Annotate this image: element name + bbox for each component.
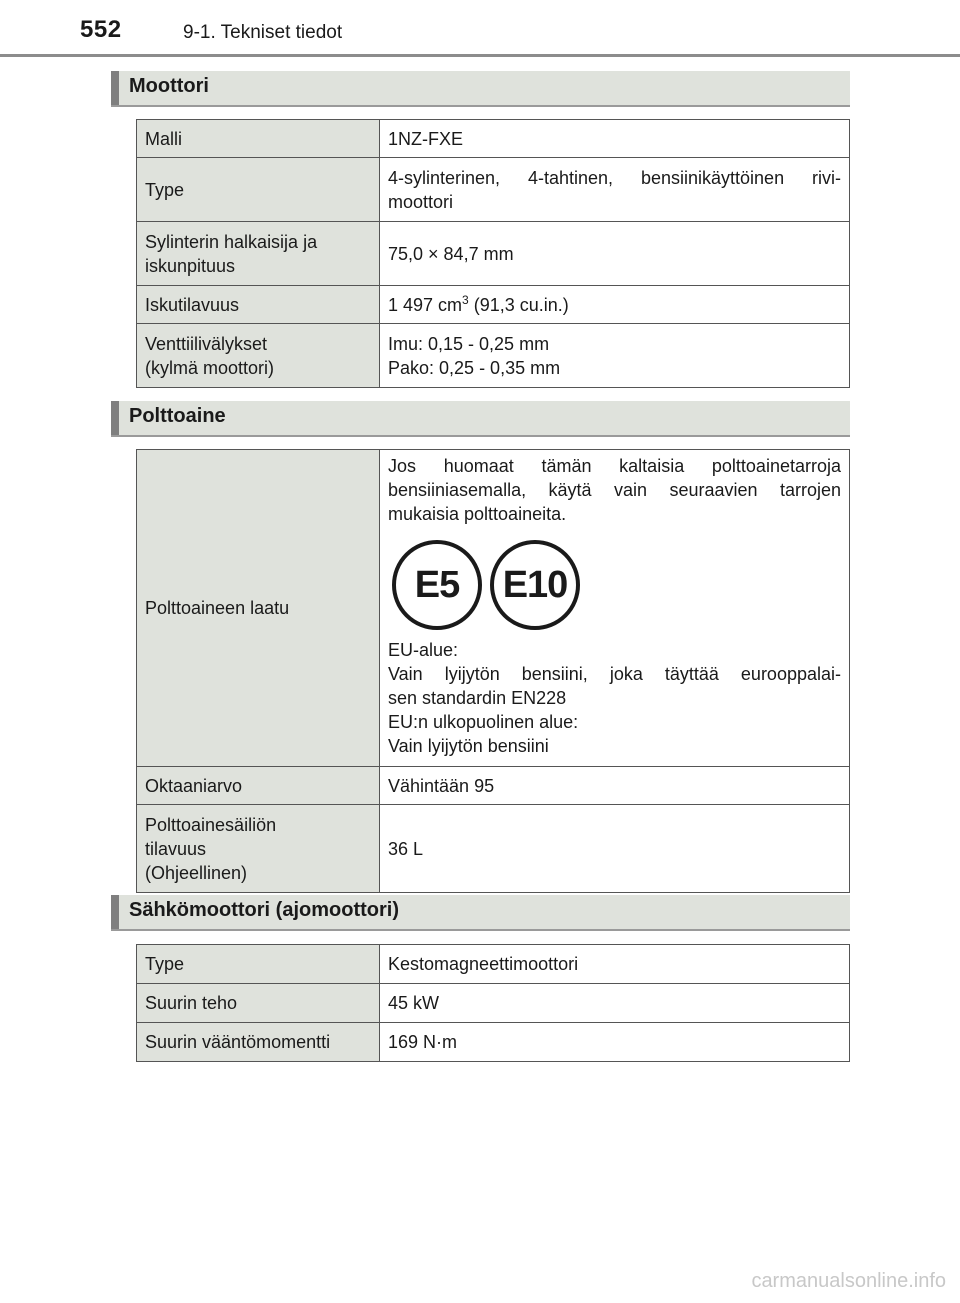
spec-value-line: 4-sylinterinen, 4-tahtinen, bensiinikäyttöinen rivi- bbox=[388, 167, 841, 188]
spec-value-line: Imu: 0,15 - 0,25 mm bbox=[388, 333, 550, 354]
spec-key-line: (Ohjeellinen) bbox=[145, 862, 248, 883]
spec-value bbox=[380, 158, 850, 222]
table-row bbox=[137, 286, 850, 324]
spec-value: 45 kW bbox=[380, 984, 850, 1023]
superscript: 3 bbox=[462, 292, 469, 307]
spec-value: 36 L bbox=[380, 805, 850, 893]
page-number: 552 bbox=[80, 16, 122, 43]
spec-value bbox=[380, 324, 850, 388]
spec-key-line: (kylmä moottori) bbox=[145, 357, 275, 378]
spec-key: Suurin teho bbox=[137, 984, 380, 1023]
spec-value: Vähintään 95 bbox=[380, 767, 850, 805]
spec-key bbox=[137, 324, 380, 388]
section-heading-fuel bbox=[111, 401, 850, 437]
eu-area-text-line: Vain lyijytön bensiini, joka täyttää eurooppalai- bbox=[388, 664, 841, 684]
spec-key-line: tilavuus bbox=[145, 838, 207, 859]
spec-key: Polttoaineen laatu bbox=[137, 450, 380, 767]
section-heading-engine bbox=[111, 71, 850, 107]
spec-key bbox=[137, 805, 380, 893]
table-row bbox=[137, 450, 850, 767]
table-row bbox=[137, 1023, 850, 1062]
section-title: Polttoaine bbox=[129, 405, 226, 427]
table-row bbox=[137, 984, 850, 1023]
eu-area-label: EU-alue: bbox=[388, 640, 459, 660]
spec-value: Kestomagneettimoottori bbox=[380, 945, 850, 984]
spec-key-line: Venttiilivälykset bbox=[145, 333, 268, 354]
fuel-spec-table bbox=[136, 449, 850, 893]
spec-value bbox=[380, 450, 850, 767]
fuel-badge-e10-icon: E10 bbox=[490, 540, 580, 630]
spec-key: Oktaaniarvo bbox=[137, 767, 380, 805]
spec-key-line: Sylinterin halkaisija ja bbox=[145, 231, 318, 252]
table-row bbox=[137, 120, 850, 158]
spec-value: 169 N·m bbox=[380, 1023, 850, 1062]
table-row bbox=[137, 945, 850, 984]
displacement-imperial: (91,3 cu.in.) bbox=[468, 294, 569, 315]
spec-key: Type bbox=[137, 158, 380, 222]
spec-value: 75,0 × 84,7 mm bbox=[380, 222, 850, 286]
table-row bbox=[137, 767, 850, 805]
eu-area-text-line: sen standardin EN228 bbox=[388, 688, 567, 708]
spec-key-line: iskunpituus bbox=[145, 255, 236, 276]
table-row bbox=[137, 158, 850, 222]
breadcrumb: 9-1. Tekniset tiedot bbox=[183, 22, 343, 43]
section-title: Sähkömoottori (ajomoottori) bbox=[129, 899, 399, 921]
section-heading-electric-motor bbox=[111, 895, 850, 931]
section-heading-bar bbox=[111, 71, 119, 105]
electric-motor-spec-table bbox=[136, 944, 850, 1062]
section-title: Moottori bbox=[129, 75, 209, 97]
spec-key: Suurin vääntömomentti bbox=[137, 1023, 380, 1062]
spec-value: 1NZ-FXE bbox=[380, 120, 850, 158]
spec-value-line: moottori bbox=[388, 191, 454, 212]
watermark: carmanualsonline.info bbox=[751, 1270, 946, 1292]
spec-key: Type bbox=[137, 945, 380, 984]
spec-key bbox=[137, 222, 380, 286]
displacement-value: 1 497 cm bbox=[388, 294, 463, 315]
engine-spec-table bbox=[136, 119, 850, 388]
fuel-badge-e5-icon: E5 bbox=[392, 540, 482, 630]
spec-value-line: Pako: 0,25 - 0,35 mm bbox=[388, 357, 561, 378]
fuel-label-intro: Jos huomaat tämän kaltaisia polttoainetarroja bensiiniasemalla, käytä vain seuraavien tarrojen mukaisia polttoaineita. bbox=[388, 456, 841, 524]
page-header bbox=[0, 0, 960, 58]
non-eu-area-label: EU:n ulkopuolinen alue: bbox=[388, 712, 579, 732]
table-row bbox=[137, 324, 850, 388]
table-row bbox=[137, 805, 850, 893]
table-row bbox=[137, 222, 850, 286]
spec-key-line: Polttoainesäiliön bbox=[145, 814, 277, 835]
spec-key: Iskutilavuus bbox=[137, 286, 380, 324]
spec-value bbox=[380, 286, 850, 324]
header-divider bbox=[0, 54, 960, 57]
non-eu-area-text: Vain lyijytön bensiini bbox=[388, 736, 549, 756]
section-heading-bar bbox=[111, 895, 119, 929]
section-heading-bar bbox=[111, 401, 119, 435]
spec-key: Malli bbox=[137, 120, 380, 158]
fuel-label-badges bbox=[392, 540, 841, 630]
